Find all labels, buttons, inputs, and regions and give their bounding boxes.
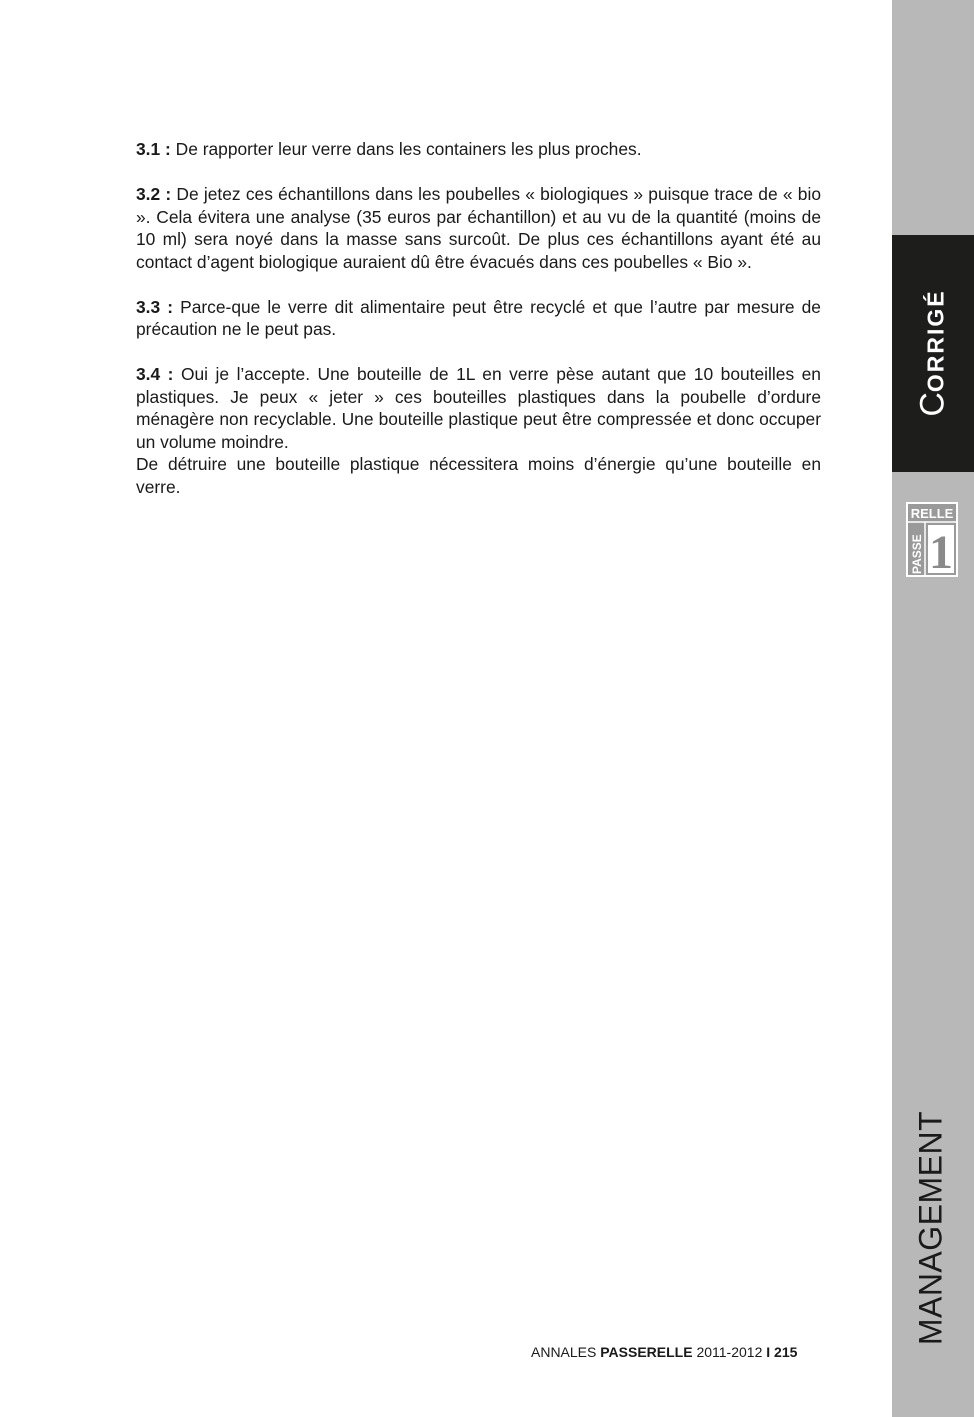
answer-3-3 — [136, 296, 821, 341]
logo-relle: RELLE — [910, 506, 954, 521]
answer-3-2 — [136, 183, 821, 273]
logo-passe: PASSE — [910, 534, 924, 574]
answer-number: 3.3 : — [136, 296, 174, 317]
answer-number: 3.1 : — [136, 139, 171, 159]
answer-text: Oui je l’accepte. Une bouteille de 1L en verre pèse autant que 10 bouteilles en plastiques. Je peux « jeter » ces bouteilles plastiques dans la poubelle d’ordure ménagère non recyclable. Une bouteille plastique peut être compressée et donc occuper un volume moindre. — [136, 364, 821, 452]
passerelle-logo — [906, 502, 958, 577]
corrige-initial: C — [913, 392, 952, 417]
answer-3-4-continuation: De détruire une bouteille plastique nécessitera moins d’énergie qu’une bouteille en verre. — [136, 454, 821, 497]
answer-text: De rapporter leur verre dans les containers les plus proches. — [170, 139, 642, 159]
answer-3-4 — [136, 363, 821, 453]
section-label: MANAGEMENT — [912, 1110, 949, 1346]
answer-number: 3.4 : — [136, 364, 174, 384]
answer-3-1 — [136, 138, 821, 161]
page-footer — [531, 1343, 797, 1361]
footer-years: 2011-2012 — [692, 1344, 767, 1360]
corrige-label — [914, 289, 953, 416]
answer-number: 3.2 : — [136, 184, 172, 204]
answer-body — [136, 138, 821, 498]
footer-separator: I — [766, 1344, 771, 1360]
answer-text: Parce-que le verre dit alimentaire peut être recyclé et que l’autre par mesure de précaution ne le peut pas. — [136, 296, 821, 339]
footer-prefix: ANNALES — [531, 1344, 601, 1360]
answer-text: De jetez ces échantillons dans les poubelles « biologiques » puisque trace de « bio ». Cela évitera une analyse (35 euros par échantillon) et au vu de la quantité (moins de 10 ml) sera noyé dans la masse sans surcoût. De plus ces échantillons ayant été au contact d’agent biologique auraient dû être évacués dans ces poubelles « Bio ». — [136, 184, 821, 272]
footer-brand: PASSERELLE — [600, 1344, 693, 1360]
corrige-rest: ORRIGÉ — [922, 289, 949, 393]
page-number: 215 — [770, 1344, 798, 1360]
logo-number: 1 — [929, 526, 953, 577]
